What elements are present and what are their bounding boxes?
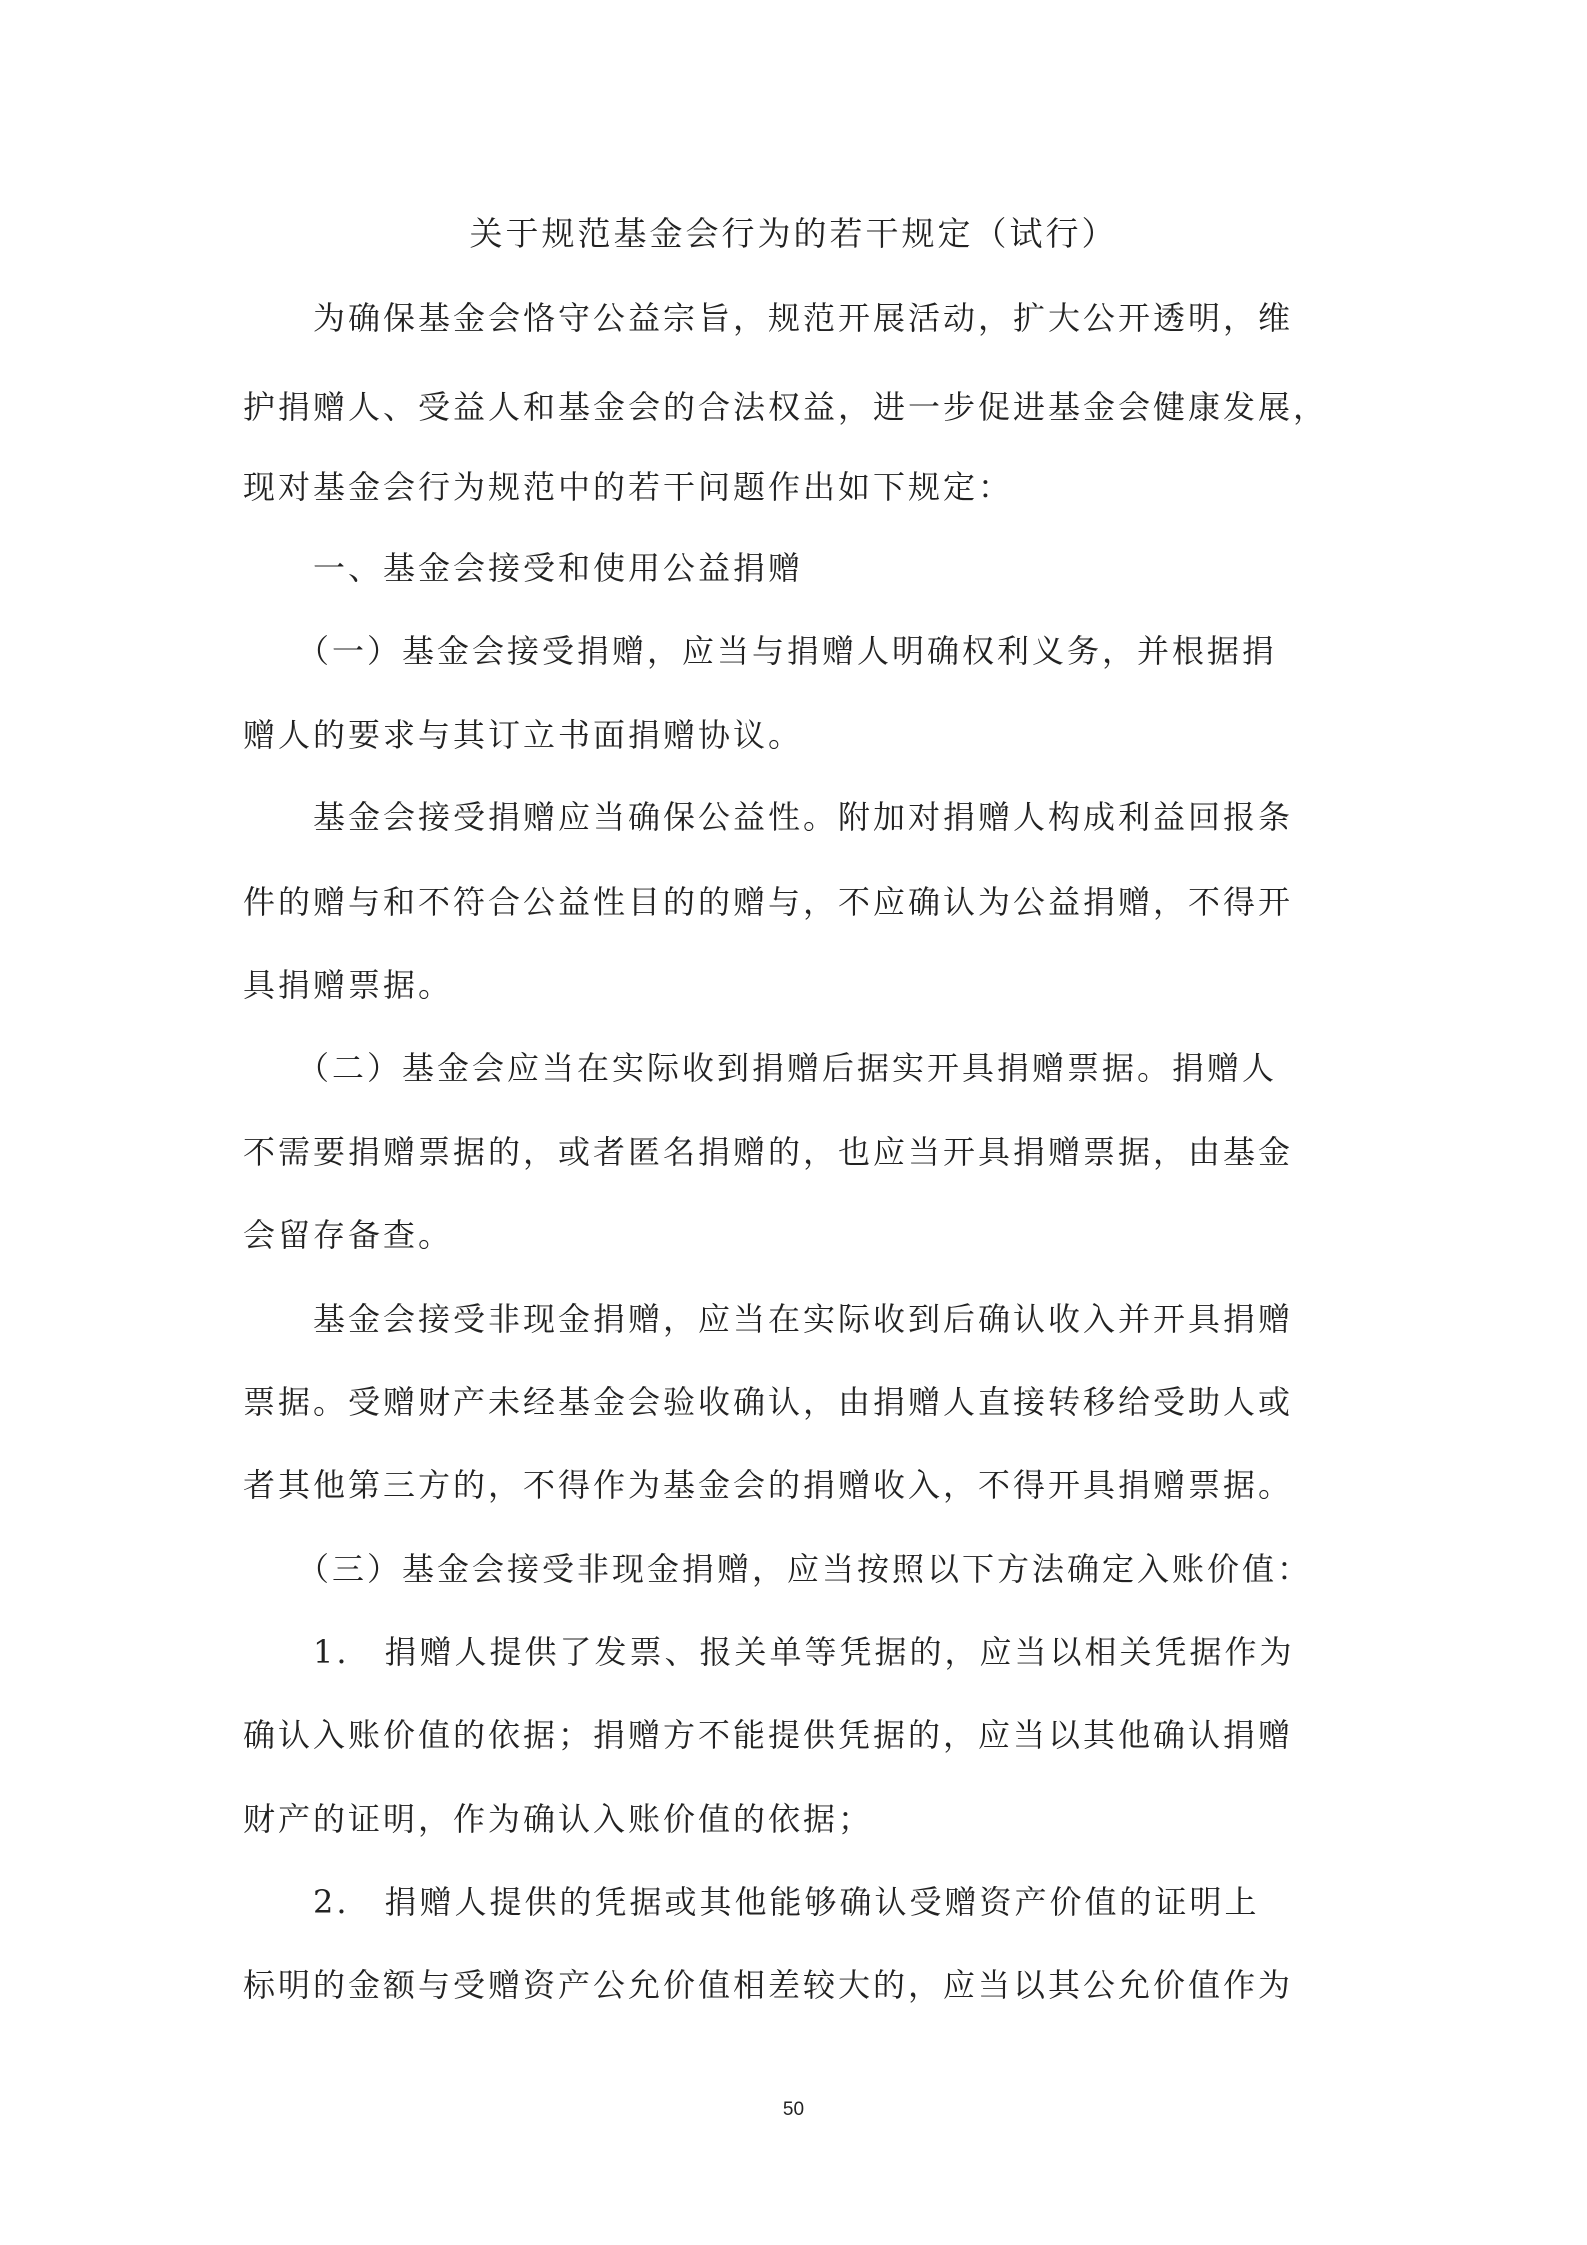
body-line: 为确保基金会恪守公益宗旨，规范开展活动，扩大公开透明，维 — [243, 299, 1294, 337]
body-line: 标明的金额与受赠资产公允价值相差较大的，应当以其公允价值作为 — [243, 1966, 1294, 2004]
body-line: 确认入账价值的依据；捐赠方不能提供凭据的，应当以其他确认捐赠 — [243, 1716, 1294, 1754]
body-line: 基金会接受非现金捐赠，应当在实际收到后确认收入并开具捐赠 — [243, 1300, 1294, 1338]
body-line: 具捐赠票据。 — [243, 966, 454, 1004]
body-line: （三）基金会接受非现金捐赠，应当按照以下方法确定入账价值： — [243, 1550, 1313, 1588]
body-line: 不需要捐赠票据的，或者匿名捐赠的，也应当开具捐赠票据，由基金 — [243, 1133, 1294, 1171]
section-heading: 一、基金会接受和使用公益捐赠 — [243, 549, 804, 587]
body-line: 赠人的要求与其订立书面捐赠协议。 — [243, 716, 804, 754]
body-line: 者其他第三方的，不得作为基金会的捐赠收入，不得开具捐赠票据。 — [243, 1466, 1294, 1504]
body-line: 票据。受赠财产未经基金会验收确认，由捐赠人直接转移给受助人或 — [243, 1383, 1294, 1421]
body-line: （二）基金会应当在实际收到捐赠后据实开具捐赠票据。捐赠人 — [243, 1049, 1278, 1087]
document-title: 关于规范基金会行为的若干规定（试行） — [469, 214, 1118, 253]
body-line: 基金会接受捐赠应当确保公益性。附加对捐赠人构成利益回报条 — [243, 798, 1294, 836]
body-line: 护捐赠人、受益人和基金会的合法权益，进一步促进基金会健康发展， — [243, 388, 1329, 426]
body-line: （一）基金会接受捐赠，应当与捐赠人明确权利义务，并根据捐 — [243, 632, 1278, 670]
body-line: 1. 捐赠人提供了发票、报关单等凭据的，应当以相关凭据作为 — [243, 1633, 1295, 1671]
body-line: 件的赠与和不符合公益性目的的赠与，不应确认为公益捐赠，不得开 — [243, 883, 1294, 921]
page-number: 50 — [782, 2099, 805, 2120]
body-line: 2. 捐赠人提供的凭据或其他能够确认受赠资产价值的证明上 — [243, 1883, 1260, 1921]
body-line: 会留存备查。 — [243, 1216, 454, 1254]
body-line: 财产的证明，作为确认入账价值的依据； — [243, 1800, 874, 1838]
body-line: 现对基金会行为规范中的若干问题作出如下规定： — [243, 468, 1014, 506]
